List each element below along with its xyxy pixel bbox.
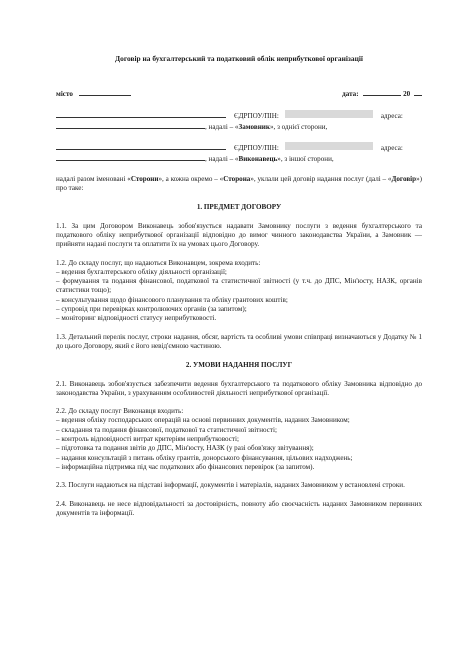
city-blank[interactable] [79, 88, 131, 96]
city-label: місто [56, 90, 73, 99]
list-item: – інформаційна підтримка під час податкових або фінансових перевірок (за запитом). [56, 462, 315, 471]
section2-heading: 2. УМОВИ НАДАННЯ ПОСЛУГ [185, 361, 293, 370]
year-blank[interactable] [414, 88, 422, 96]
party1-role: Замовник [238, 122, 270, 131]
party2-name-blank[interactable] [56, 142, 226, 150]
list-item: – моніторинг відповідності статусу неприбутковості. [56, 314, 217, 323]
clause-1-1: 1.1. За цим Договором Виконавець зобов'язується надавати Замовнику послуги з ведення бухгалтерського та податкового обліку неприбуткової організації відповідно до вимог чинного законодавства України, а Замовник — прийняти надані послуги та оплатити їх на умовах цього Договору. [56, 221, 422, 249]
date-label: дата: [342, 90, 359, 99]
list-item: – ведення обліку господарських операцій на основі первинних документів, наданих Замовником; [56, 416, 350, 425]
list-item: – ведення бухгалтерського обліку діяльності організації; [56, 267, 227, 276]
party2-block: ЄДРПОУ/ПІН: адреса: , надалі – « Виконавець », з іншої сторони, [56, 142, 422, 165]
city-date-row [56, 88, 422, 99]
clause-2-2 [56, 407, 422, 472]
list-item: – підготовка та подання звітів до ДПС, Мін'юсту, НАЗК (у разі обов'язку звітування); [56, 444, 314, 453]
list-item: – контроль відповідності витрат критеріям неприбутковості; [56, 435, 239, 444]
party2-role: Виконавець [238, 155, 278, 164]
party2-edrpou-label: ЄДРПОУ/ПІН: [234, 144, 279, 153]
list-item: – консультування щодо фінансового планування та обліку грантових коштів; [56, 295, 288, 304]
intro-paragraph: надалі разом іменовані «Сторони», а кожна окремо – «Сторона», уклали цей договір надання послуг (далі – «Договір») про таке: [56, 174, 422, 193]
party2-address-label: адреса: [380, 144, 403, 153]
list-item: – формування та подання фінансової, податкової та статистичної звітності (у т.ч. до ДПС, Мін'юсту, НАЗК, органів статистики тощо); [56, 277, 422, 295]
clause-1-2 [56, 259, 422, 324]
list-item: – супровід при перевірках контролюючих органів (за запитом); [56, 305, 247, 314]
party1-name-blank[interactable] [56, 110, 226, 118]
clause-2-1: 2.1. Виконавець зобов'язується забезпечити ведення бухгалтерського та податкового обліку Замовника відповідно до законодавства України, з урахуванням особливостей діяльності неприбуткової організації. [56, 379, 422, 397]
document-title: Договір на бухгалтерський та податковий облік неприбуткової організації [115, 54, 363, 63]
clause-1-3: 1.3. Детальний перелік послуг, строки надання, обсяг, вартість та особливі умови співпраці визначаються у Додатку № 1 до цього Договору, який є його невід'ємною частиною. [56, 332, 422, 350]
list-item: – складання та подання фінансової, податкової та статистичної звітності; [56, 425, 277, 434]
clause-2-2-intro: 2.2. До складу послуг Виконавця входить: [56, 407, 184, 416]
clause-2-3: 2.3. Послуги надаються на підставі інформації, документів і матеріалів, наданих Замовником у встановлені строки. [56, 481, 405, 490]
clause-2-4: 2.4. Виконавець не несе відповідальності за достовірність, повноту або своєчасність наданих Замовником первинних документів та інформації. [56, 499, 422, 517]
clause-1-2-intro: 1.2. До складу послуг, що надаються Виконавцем, зокрема входить: [56, 258, 261, 267]
year-prefix: 20 [403, 90, 411, 99]
list-item: – надання консультацій з питань обліку грантів, донорського фінансування, цільових надходжень; [56, 453, 353, 462]
section1-heading: 1. ПРЕДМЕТ ДОГОВОРУ [196, 203, 282, 212]
party2-address-blank[interactable] [56, 153, 205, 161]
party2-edrpou-field[interactable] [285, 142, 373, 150]
party1-block: ЄДРПОУ/ПІН: адреса: , надалі – « Замовник », з однієї сторони, [56, 110, 422, 133]
party1-address-label: адреса: [380, 111, 403, 120]
date-blank[interactable] [363, 88, 401, 96]
party1-edrpou-label: ЄДРПОУ/ПІН: [234, 111, 279, 120]
party1-address-blank[interactable] [56, 121, 205, 129]
party1-edrpou-field[interactable] [285, 110, 373, 118]
